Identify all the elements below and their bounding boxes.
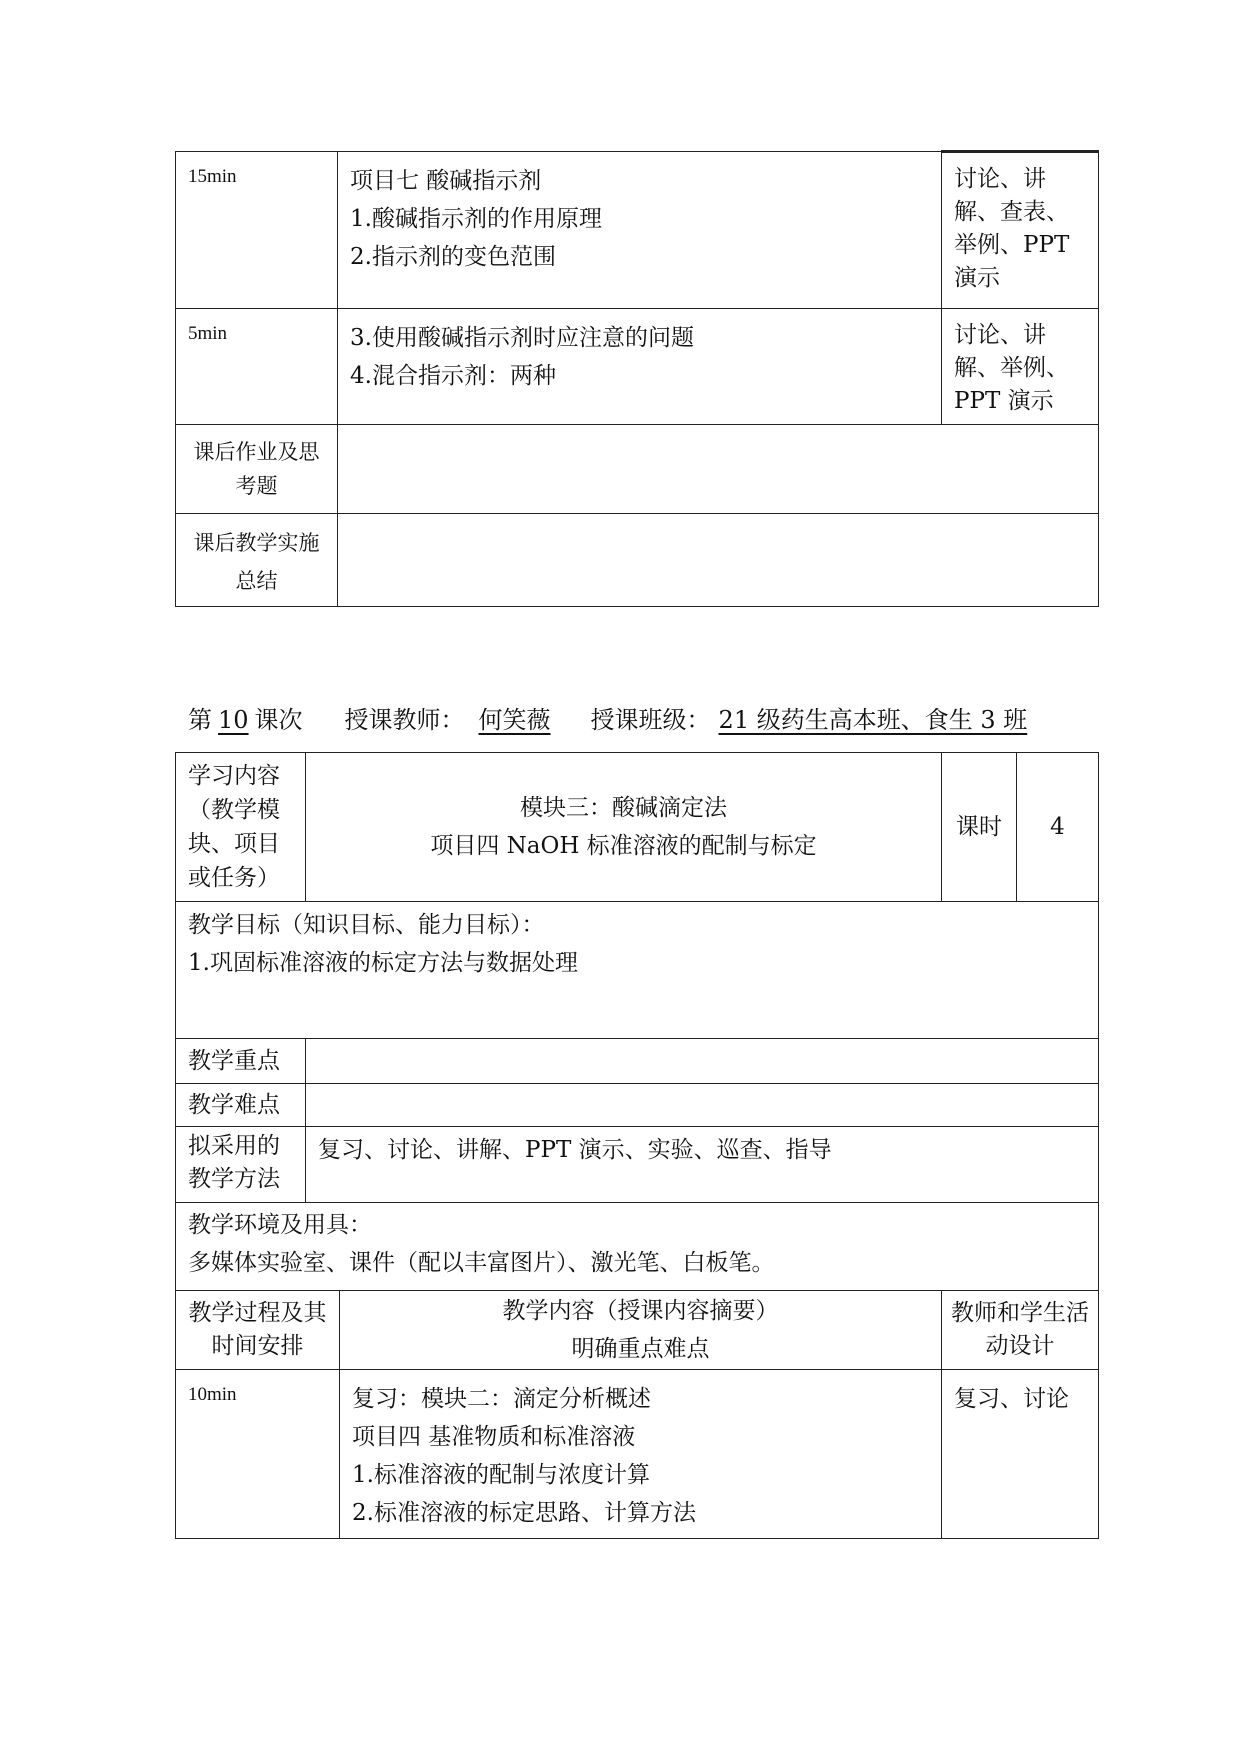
difficulty-cell [306, 1084, 1099, 1127]
goals-label: 教学目标（知识目标、能力目标）： [188, 912, 545, 938]
homework-cell [338, 425, 1099, 514]
goal-item: 1.巩固标准溶液的标定方法与数据处理 [188, 950, 578, 976]
project-title: 项目四 NaOH 标准溶液的配制与标定 [430, 833, 817, 859]
key-points-cell [306, 1039, 1099, 1084]
content-line: 3.使用酸碱指示剂时应注意的问题 [350, 325, 694, 351]
summary-label: 课后教学实施总结 [176, 514, 338, 607]
activity-text: 讨论、讲解、举例、PPT 演示 [954, 322, 1069, 414]
module-cell [306, 753, 942, 902]
goals-cell [176, 902, 1099, 1039]
methods-cell [306, 1127, 1099, 1203]
content-line: 项目七 酸碱指示剂 [350, 168, 542, 194]
teacher-label: 授课教师： [344, 706, 465, 734]
time-10min: 10min [188, 1384, 237, 1405]
difficulty-label: 教学难点 [176, 1084, 306, 1127]
activity-cell [942, 152, 1099, 309]
lesson-process-table-continued [175, 150, 1099, 607]
content-line: 4.混合指示剂：两种 [350, 363, 556, 389]
time-5min: 5min [188, 323, 228, 344]
class-name: 21 级药生高本班、食生 3 班 [718, 706, 1028, 734]
lesson-suffix: 课次 [254, 706, 303, 734]
summary-cell [338, 514, 1099, 607]
activity-text: 复习、讨论 [954, 1386, 1069, 1412]
hours-label: 课时 [942, 753, 1017, 902]
lesson-prefix: 第 [188, 706, 212, 734]
time-cell [176, 309, 338, 425]
key-points-label: 教学重点 [176, 1039, 306, 1084]
content-cell [338, 309, 942, 425]
environment-label: 教学环境及用具： [188, 1212, 372, 1238]
teacher-name: 何笑薇 [478, 706, 551, 734]
module-title: 模块三：酸碱滴定法 [520, 795, 727, 821]
activity-header: 教师和学生活动设计 [942, 1291, 1099, 1370]
content-label: 学习内容（教学模块、项目或任务） [188, 763, 280, 891]
time-cell [176, 152, 338, 309]
time-cell [176, 1370, 340, 1539]
environment-text: 多媒体实验室、课件（配以丰富图片）、激光笔、白板笔。 [188, 1250, 775, 1276]
activity-text: 讨论、讲解、查表、举例、PPT 演示 [954, 166, 1070, 291]
content-header: 教学内容（授课内容摘要） 明确重点难点 [340, 1291, 942, 1370]
hours-value: 4 [1017, 753, 1099, 902]
content-line: 复习：模块二：滴定分析概述 [352, 1386, 651, 1412]
content-cell [338, 152, 942, 309]
environment-cell [176, 1203, 1099, 1291]
content-cell [340, 1370, 942, 1539]
content-label-cell [176, 753, 306, 902]
activity-cell [942, 309, 1099, 425]
content-line: 2.指示剂的变色范围 [350, 244, 556, 270]
methods-text: 复习、讨论、讲解、PPT 演示、实验、巡查、指导 [318, 1137, 832, 1163]
process-header: 教学过程及其时间安排 [176, 1291, 340, 1370]
content-line: 1.标准溶液的配制与浓度计算 [352, 1462, 650, 1488]
activity-cell [942, 1370, 1099, 1539]
methods-label: 拟采用的教学方法 [176, 1127, 306, 1203]
lesson-plan-table [175, 752, 1099, 1539]
lesson-number: 10 [218, 706, 249, 734]
lesson-header [188, 700, 1035, 735]
content-line: 1.酸碱指示剂的作用原理 [350, 206, 602, 232]
content-line: 2.标准溶液的标定思路、计算方法 [352, 1500, 696, 1526]
content-line: 项目四 基准物质和标准溶液 [352, 1424, 636, 1450]
class-label: 授课班级： [590, 706, 711, 734]
homework-label: 课后作业及思考题 [176, 425, 338, 514]
time-15min: 15min [188, 166, 237, 187]
